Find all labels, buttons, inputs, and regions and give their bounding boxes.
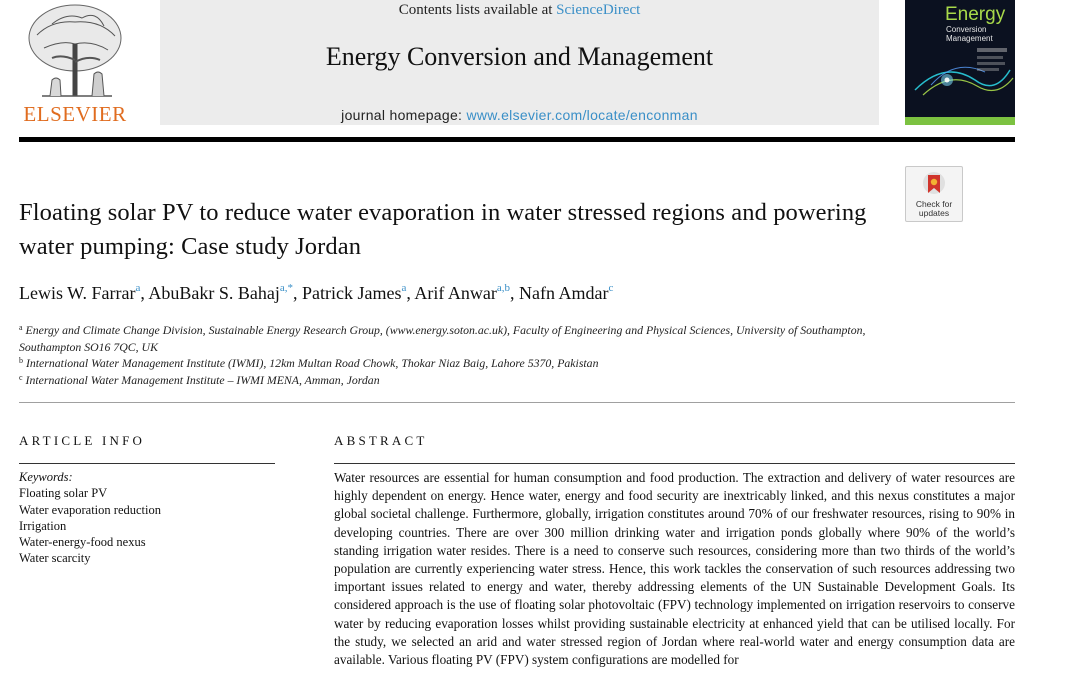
section-divider <box>19 402 1015 403</box>
keyword-item: Water evaporation reduction <box>19 502 161 517</box>
abstract-body: Water resources are essential for human consumption and food production. The extraction and delivery of water resources are highly dependent on energy. Hence water, energy and food security are inextricably linked, and this nexus constitutes a major global societal challenge. Furthermore, globally, irrigation constitutes around 70% of our freshwater resources, rising to 90% in developing countries. There are over 300 million drinking water and irrigation ponds globally where 90% of the world’s standing irrigation water resides. There is a need to conserve such resources, considering more than two thirds of the world’s population are currently experiencing water stress. Hence, this work tackles the conservation of such resources addressing two important issues related to energy and water, thereby addressing elements of the UN Sustainable Development Goals. Its considered approach is the use of floating solar photovoltaic (FPV) technology implemented on irrigation reservoirs to conserve water by reducing evaporation losses whilst providing sustainable electricity at enhanced yield that can be utilised locally. For the study, we selected an arid and water stressed region of Jordan where real-world water and energy consumption data are available. Various floating PV (FPV) system configurations are modelled for <box>334 470 1015 668</box>
homepage-prefix: journal homepage: <box>341 107 467 123</box>
header-divider <box>19 137 1015 142</box>
keyword-item: Water-energy-food nexus <box>19 535 146 550</box>
elsevier-logo[interactable] <box>18 0 132 128</box>
author-name[interactable]: Arif Anwar <box>414 283 497 303</box>
author-name[interactable]: Patrick James <box>302 283 402 303</box>
article-info-heading: ARTICLE INFO <box>19 433 146 448</box>
tree-emblem-icon <box>22 0 128 104</box>
abstract-rule <box>334 463 1015 464</box>
affiliation-letter: b <box>19 356 23 365</box>
keyword-item: Water scarcity <box>19 551 91 566</box>
affiliation-mark[interactable]: a,* <box>279 282 294 294</box>
cover-subtitle-line1: Conversion <box>946 25 987 34</box>
affiliation-letter: a <box>19 323 23 332</box>
affiliation <box>19 320 879 355</box>
sciencedirect-link[interactable]: ScienceDirect <box>556 2 641 18</box>
keyword-item: Irrigation <box>19 518 67 533</box>
author-name[interactable]: Nafn Amdar <box>519 283 609 303</box>
journal-homepage-link[interactable]: www.elsevier.com/locate/enconman <box>466 107 698 123</box>
affiliation-mark[interactable]: c <box>608 282 614 294</box>
affiliation-mark[interactable]: a,b <box>496 282 511 294</box>
journal-title[interactable]: Energy Conversion and Management <box>325 42 714 71</box>
author-name[interactable]: AbuBakr S. Bahaj <box>148 283 280 303</box>
check-updates-label: Check for updates <box>915 199 953 218</box>
cover-subtitle-line2: Management <box>946 34 993 43</box>
affiliation-mark[interactable]: a <box>135 282 141 294</box>
affiliation-mark[interactable]: a <box>401 282 407 294</box>
abstract-heading: ABSTRACT <box>334 433 428 448</box>
cover-title: Energy <box>945 4 1006 25</box>
affiliation-text: International Water Management Institute (IWMI), 12km Multan Road Chowk, Thokar Niaz Baig, Lahore 5370, Pakistan <box>25 356 599 370</box>
journal-cover-image[interactable] <box>905 0 1015 125</box>
affiliation-letter: c <box>19 373 23 382</box>
article-info-rule <box>19 463 275 464</box>
article-title: Floating solar PV to reduce water evaporation in water stressed regions and powering water pumping: Case study Jordan <box>19 199 867 260</box>
bookmark-update-icon <box>921 171 947 201</box>
publisher-name: ELSEVIER <box>23 102 127 126</box>
keywords-block <box>19 469 275 567</box>
check-for-updates-button[interactable] <box>905 166 963 222</box>
affiliation-text: Energy and Climate Change Division, Sustainable Energy Research Group, (www.energy.soton.ac.uk), Faculty of Engineering and Physical Sciences, University of Southampton, Southampton SO16 7QC, UK <box>19 323 866 354</box>
keyword-item: Floating solar PV <box>19 486 108 501</box>
contents-prefix: Contents lists available at <box>398 2 557 18</box>
journal-header <box>160 0 879 125</box>
affiliation <box>19 370 879 389</box>
contents-line <box>160 2 879 19</box>
affiliation-text: International Water Management Institute – IWMI MENA, Amman, Jordan <box>25 373 380 387</box>
cover-bottom-strip <box>905 117 1015 125</box>
keywords-label: Keywords: <box>19 470 73 484</box>
author-list: Lewis W. Farrar$^a$, AbuBakr S. Bahaj$^{a,*}$, Patrick James$^a$, Arif Anwar$^{a,b}$, Nafn Amdar$^c$ <box>19 282 614 303</box>
author-name[interactable]: Lewis W. Farrar <box>19 283 136 303</box>
affiliation <box>19 353 879 372</box>
homepage-line <box>160 107 879 123</box>
